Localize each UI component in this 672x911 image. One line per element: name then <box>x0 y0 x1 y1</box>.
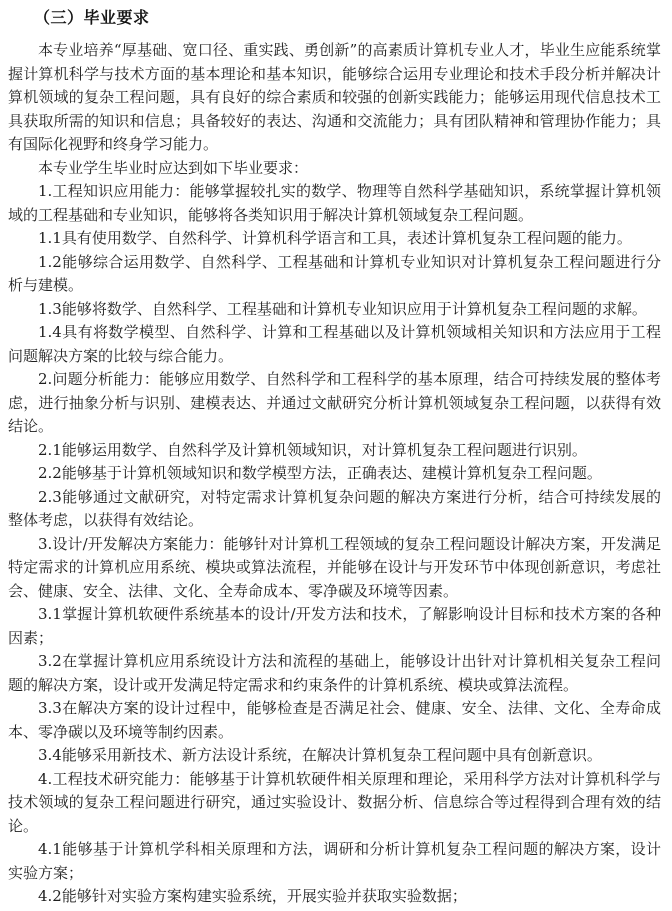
paragraph-req-2-3: 2.3能够通过文献研究，对特定需求计算机复杂问题的解决方案进行分析，结合可持续发展的整体考虑，以获得有效结论。 <box>8 487 661 529</box>
paragraph-req-3-4: 3.4能够采用新技术、新方法设计系统，在解决计算机复杂工程问题中具有创新意识。 <box>38 746 602 764</box>
paragraph-req-3: 3.设计/开发解决方案能力：能够针对计算机工程领域的复杂工程问题设计解决方案，开发满足特定需求的计算机应用系统、模块或算法流程，并能够在设计与开发环节中体现创新意识，考虑社会、健康、安全、法律、文化、全寿命成本、零净碳及环境等因素。 <box>8 534 661 600</box>
paragraph-req-2-2: 2.2能够基于计算机领域知识和数学模型方法，正确表达、建模计算机复杂工程问题。 <box>38 464 602 482</box>
paragraph-req-1-4: 1.4具有将数学模型、自然科学、计算和工程基础以及计算机领域相关知识和方法应用于工程问题解决方案的比较与综合能力。 <box>8 323 661 365</box>
paragraph-requirements-lead: 本专业学生毕业时应达到如下毕业要求： <box>38 158 309 177</box>
paragraph-req-3-3: 3.3在解决方案的设计过程中，能够检查是否满足社会、健康、安全、法律、文化、全寿命成本、零净碳以及环境等制约因素。 <box>8 699 661 741</box>
paragraph-req-3-1: 3.1掌握计算机软硬件系统基本的设计/开发方法和技术，了解影响设计目标和技术方案的各种因素； <box>8 605 661 647</box>
paragraph-req-1: 1.工程知识应用能力：能够掌握较扎实的数学、物理等自然科学基础知识，系统掌握计算机领域的工程基础和专业知识，能够将各类知识用于解决计算机领域复杂工程问题。 <box>8 182 661 224</box>
paragraph-req-2-1: 2.1能够运用数学、自然科学及计算机领域知识，对计算机复杂工程问题进行识别。 <box>38 440 587 459</box>
paragraph-req-4-1: 4.1能够基于计算机学科相关原理和方法，调研和分析计算机复杂工程问题的解决方案，设计实验方案； <box>8 840 661 882</box>
paragraph-req-1-2: 1.2能够综合运用数学、自然科学、工程基础和计算机专业知识对计算机复杂工程问题进行分析与建模。 <box>8 252 661 294</box>
paragraph-req-1-3: 1.3能够将数学、自然科学、工程基础和计算机专业知识应用于计算机复杂工程问题的求解。 <box>38 299 647 318</box>
paragraph-req-4-2: 4.2能够针对实验方案构建实验系统，开展实验并获取实验数据； <box>38 887 467 905</box>
section-heading: （三）毕业要求 <box>34 8 150 27</box>
paragraph-req-1-1: 1.1具有使用数学、自然科学、计算机科学语言和工具，表述计算机复杂工程问题的能力。 <box>38 229 632 247</box>
paragraph-req-4: 4.工程技术研究能力：能够基于计算机软硬件相关原理和理论，采用科学方法对计算机科学与技术领域的复杂工程问题进行研究，通过实验设计、数据分析、信息综合等过程得到合理有效的结论。 <box>8 769 661 835</box>
paragraph-intro: 本专业培养“厚基础、宽口径、重实践、勇创新”的高素质计算机专业人才，毕业生应能系统掌握计算机科学与技术方面的基本理论和基本知识，能够综合运用专业理论和技术手段分析并解决计算机领域的复杂工程问题，具有良好的综合素质和较强的创新实践能力；能够运用现代信息技术工具获取所需的知识和信息；具备较好的表达、沟通和交流能力；具有团队精神和管理协作能力；具有国际化视野和终身学习能力。 <box>8 41 661 153</box>
paragraph-req-2: 2.问题分析能力：能够应用数学、自然科学和工程科学的基本原理，结合可持续发展的整体考虑，进行抽象分析与识别、建模表达、并通过文献研究分析计算机领域复杂工程问题，以获得有效结论。 <box>8 370 661 435</box>
paragraph-req-3-2: 3.2在掌握计算机应用系统设计方法和流程的基础上，能够设计出针对计算机相关复杂工程问题的解决方案，设计或开发满足特定需求和约束条件的计算机系统、模块或算法流程。 <box>8 652 661 694</box>
